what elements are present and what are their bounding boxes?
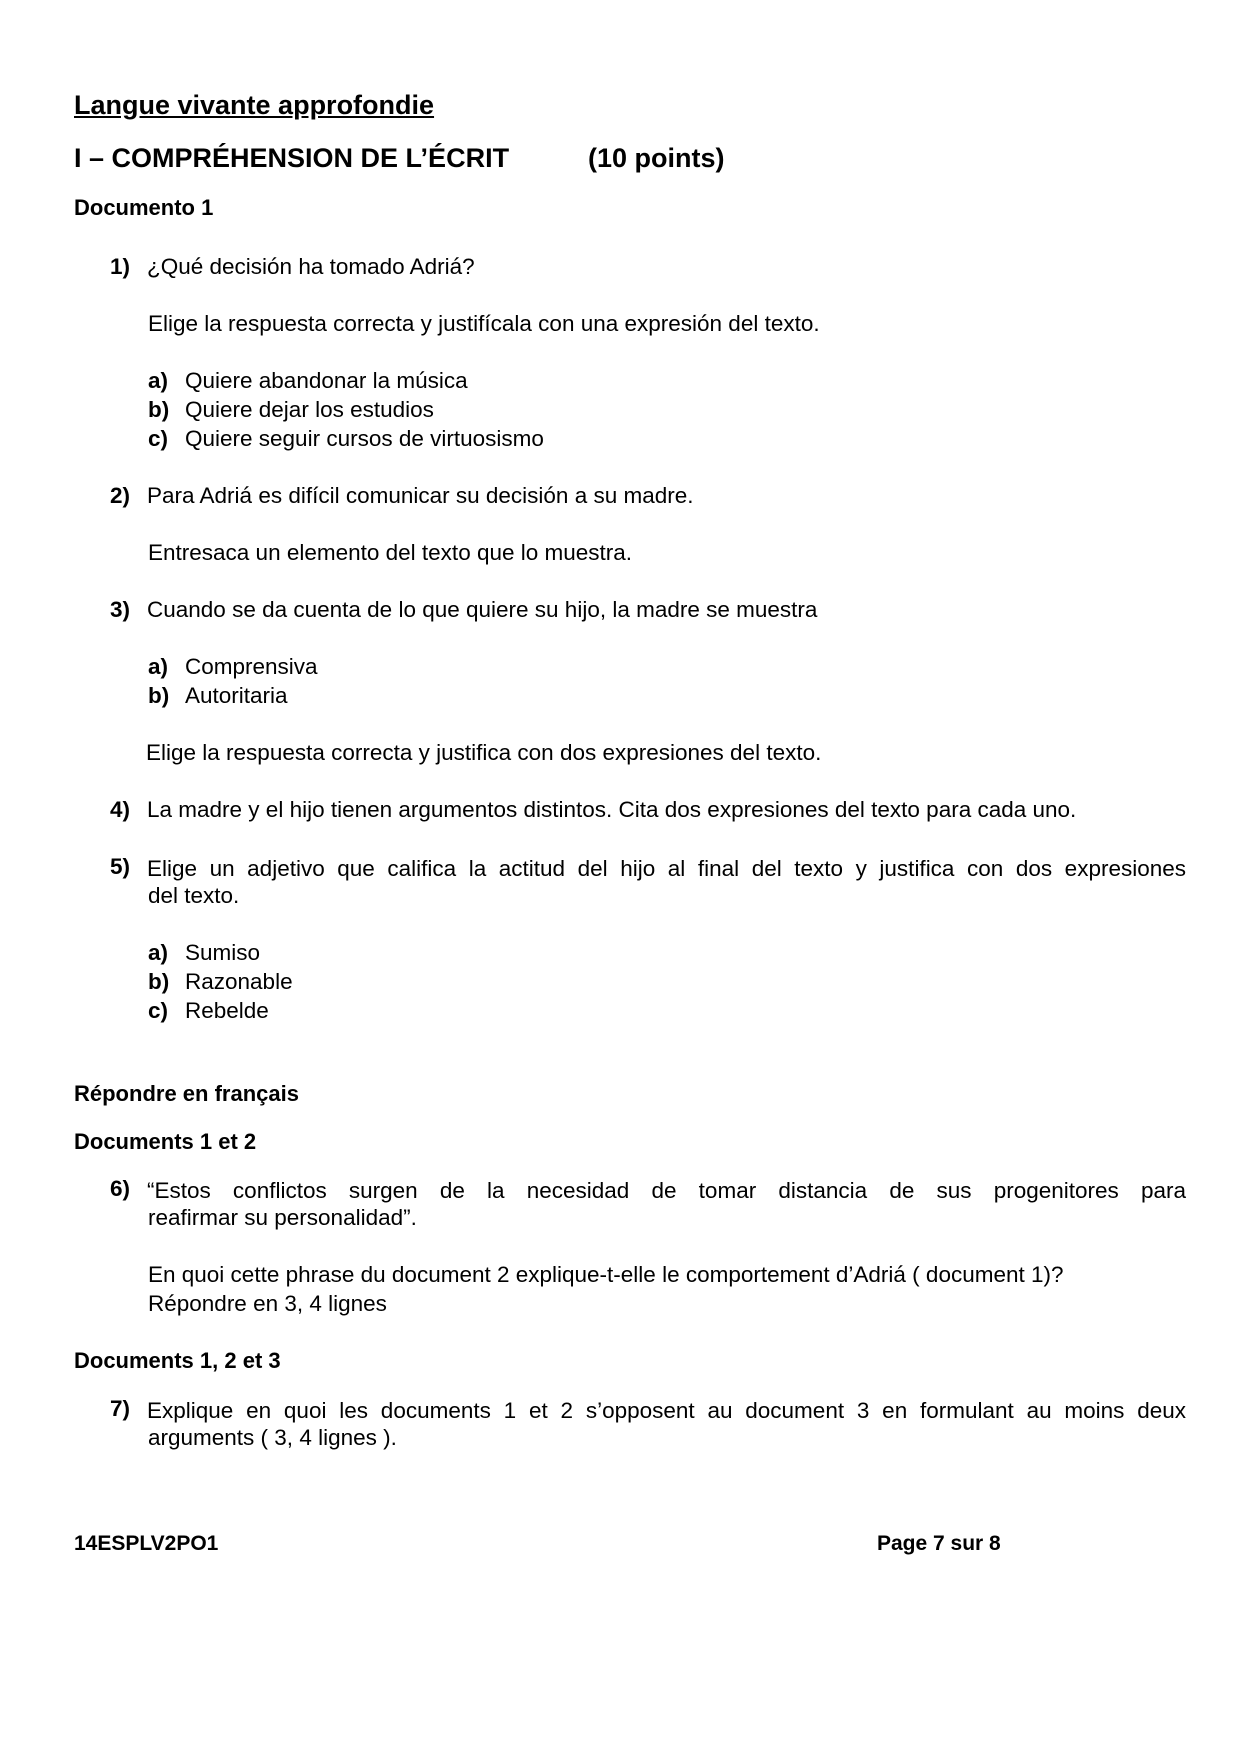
documents-1-2-heading: Documents 1 et 2 bbox=[74, 1129, 257, 1154]
question-7-number-wrap bbox=[110, 1396, 147, 1422]
section-points: (10 points) bbox=[588, 143, 725, 173]
page-title: Langue vivante approfondie bbox=[74, 90, 435, 120]
question-number: 1) bbox=[110, 254, 131, 279]
option-item bbox=[148, 998, 269, 1024]
option-item bbox=[148, 368, 468, 394]
option-item bbox=[148, 426, 544, 452]
question-7-line-2: arguments ( 3, 4 lignes ). bbox=[148, 1425, 397, 1450]
question-2 bbox=[110, 483, 694, 509]
question-2-instruction: Entresaca un elemento del texto que lo muestra. bbox=[148, 540, 633, 565]
question-text: ¿Qué decisión ha tomado Adriá? bbox=[147, 254, 475, 279]
option-letter: b) bbox=[148, 969, 170, 994]
option-item bbox=[148, 683, 288, 709]
question-number: 7) bbox=[110, 1396, 131, 1421]
option-item bbox=[148, 654, 318, 680]
section-title: I – COMPRÉHENSION DE L’ÉCRIT bbox=[74, 143, 510, 173]
question-6-instruction-2: Répondre en 3, 4 lignes bbox=[148, 1291, 387, 1316]
question-6-instruction-1: En quoi cette phrase du document 2 explique-t-elle le comportement d’Adriá ( document 1)? bbox=[148, 1262, 1064, 1287]
question-number: 3) bbox=[110, 597, 131, 622]
question-5-number-wrap bbox=[110, 854, 147, 880]
option-letter: c) bbox=[148, 998, 169, 1023]
question-6-number-wrap bbox=[110, 1176, 147, 1202]
question-number: 6) bbox=[110, 1176, 131, 1201]
question-number: 2) bbox=[110, 483, 131, 508]
option-letter: a) bbox=[148, 654, 169, 679]
option-item bbox=[148, 969, 293, 995]
option-text: Quiere abandonar la música bbox=[185, 368, 468, 393]
option-letter: b) bbox=[148, 397, 170, 422]
question-number: 4) bbox=[110, 797, 131, 822]
question-3 bbox=[110, 597, 817, 623]
option-text: Comprensiva bbox=[185, 654, 318, 679]
question-6-line-2: reafirmar su personalidad”. bbox=[148, 1205, 417, 1230]
question-6-line-1: “Estos conflictos surgen de la necesidad de tomar distancia de sus progenitores para bbox=[147, 1178, 1186, 1203]
option-letter: b) bbox=[148, 683, 170, 708]
question-7-line-1: Explique en quoi les documents 1 et 2 s’opposent au document 3 en formulant au moins deux bbox=[147, 1398, 1186, 1423]
question-1-instruction: Elige la respuesta correcta y justifícala con una expresión del texto. bbox=[148, 311, 820, 336]
document-1-heading: Documento 1 bbox=[74, 195, 214, 220]
question-5-line-1: Elige un adjetivo que califica la actitud del hijo al final del texto y justifica con dos expresiones bbox=[147, 856, 1186, 881]
option-text: Razonable bbox=[185, 969, 293, 994]
footer-code: 14ESPLV2PO1 bbox=[74, 1532, 219, 1555]
question-1 bbox=[110, 254, 475, 280]
question-text: Para Adriá es difícil comunicar su decisión a su madre. bbox=[147, 483, 694, 508]
question-text: Cuando se da cuenta de lo que quiere su hijo, la madre se muestra bbox=[147, 597, 818, 622]
option-text: Quiere dejar los estudios bbox=[185, 397, 434, 422]
question-3-instruction: Elige la respuesta correcta y justifica con dos expresiones del texto. bbox=[146, 740, 822, 765]
option-text: Sumiso bbox=[185, 940, 261, 965]
question-number: 5) bbox=[110, 854, 131, 879]
french-section-heading: Répondre en français bbox=[74, 1081, 299, 1106]
footer-page-number: Page 7 sur 8 bbox=[877, 1532, 1001, 1555]
question-text: La madre y el hijo tienen argumentos distintos. Cita dos expresiones del texto para cada uno. bbox=[147, 797, 1077, 822]
question-4 bbox=[110, 797, 1076, 823]
option-letter: a) bbox=[148, 368, 169, 393]
option-item bbox=[148, 940, 260, 966]
documents-1-2-3-heading: Documents 1, 2 et 3 bbox=[74, 1348, 281, 1373]
option-text: Autoritaria bbox=[185, 683, 288, 708]
option-item bbox=[148, 397, 434, 423]
option-letter: c) bbox=[148, 426, 169, 451]
option-text: Rebelde bbox=[185, 998, 269, 1023]
option-text: Quiere seguir cursos de virtuosismo bbox=[185, 426, 544, 451]
question-5-line-2: del texto. bbox=[148, 883, 240, 908]
option-letter: a) bbox=[148, 940, 169, 965]
